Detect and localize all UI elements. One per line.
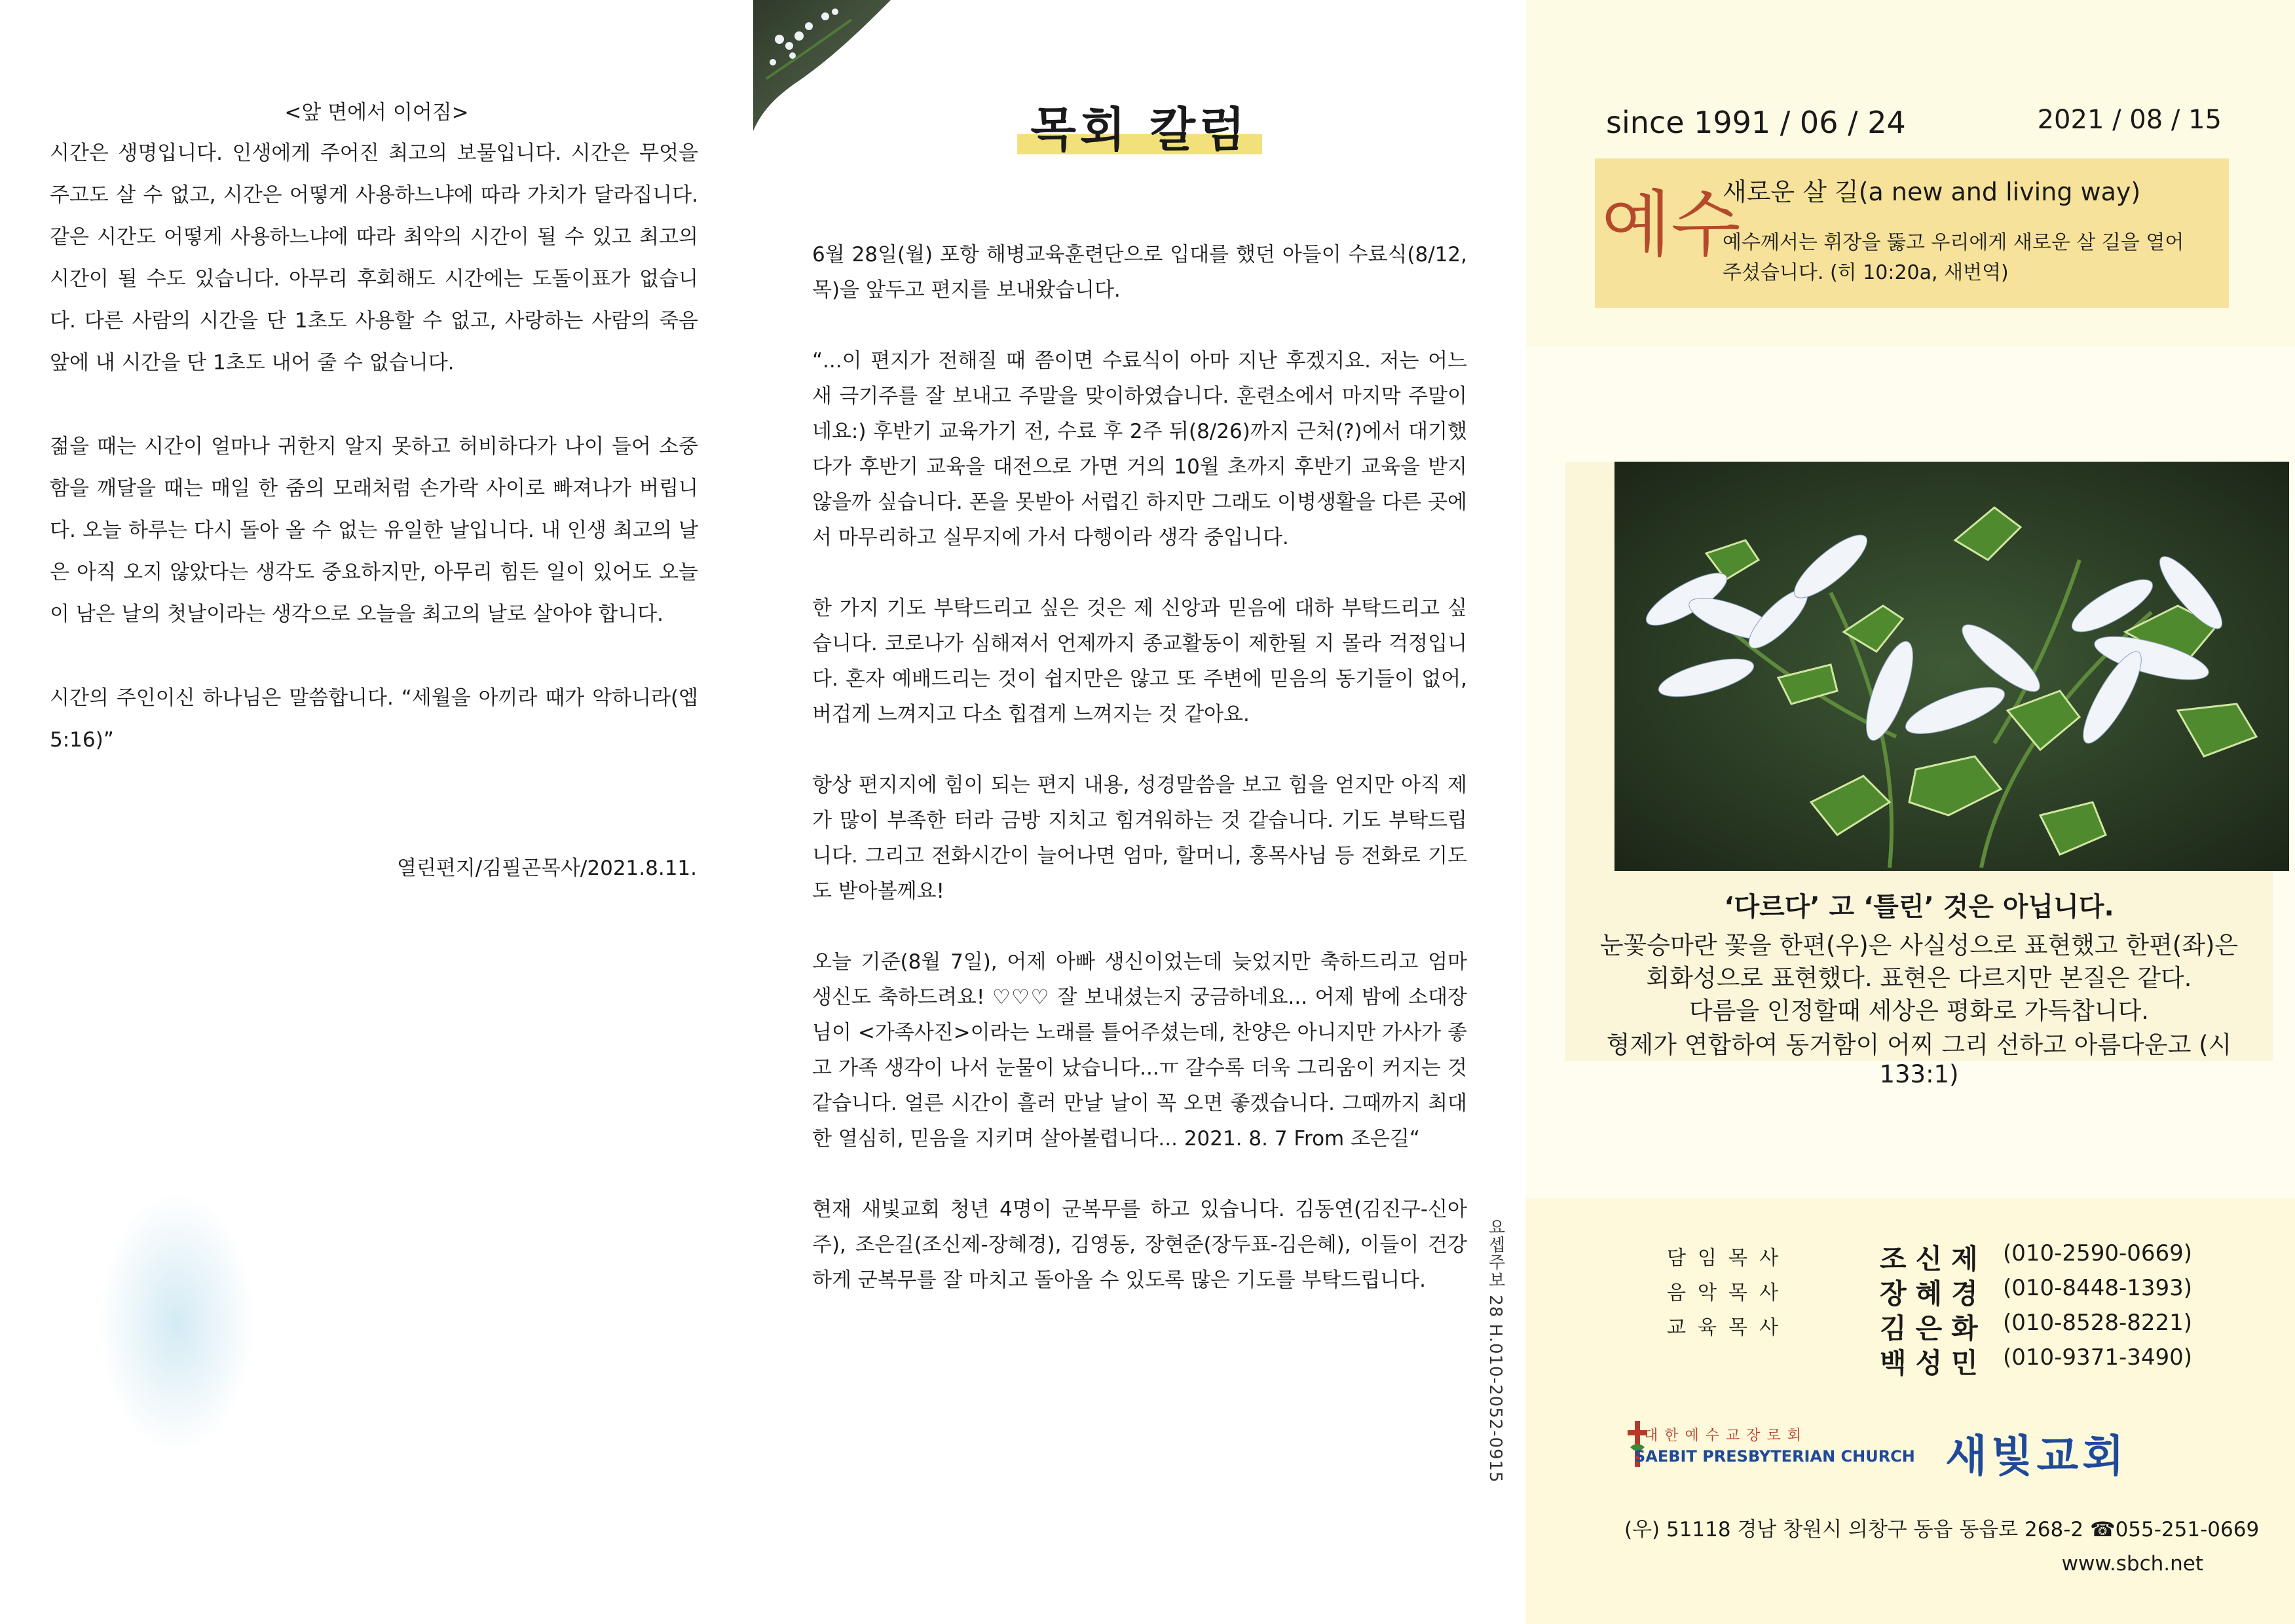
pastor-name: 백성민 bbox=[1880, 1347, 1987, 1379]
pastor-name: 김은화 bbox=[1880, 1312, 1987, 1344]
denomination-name: 대한예수교장로회 bbox=[1644, 1428, 1808, 1444]
vertical-publisher-note: 요셉주보 28 H.010-2052-0915 bbox=[1485, 1218, 1505, 1483]
continued-note: <앞 면에서 이어짐> bbox=[284, 101, 469, 124]
paragraph: 한 가지 기도 부탁드리고 싶은 것은 제 신앙과 믿음에 대하 부탁드리고 싶습니다. 코로나가 심해져서 언제까지 종교활동이 제한될 지 몰라 걱정입니다. 혼자 예배드리는 것이 쉽지만은 않고 또 주변에 믿음의 동기들이 없어, 버겁게 느껴지고 다소 힙겹게 느껴지는 것 같아요. bbox=[812, 597, 1467, 726]
paragraph: 현재 새빛교회 청년 4명이 군복무를 하고 있습니다. 김동연(김진구-신아주), 조은길(조신제-장혜경), 김영동, 장현준(장두표-김은혜), 이들이 건강하게 군복무를 잘 마치고 돌아올 수 있도록 많은 기도를 부탁드립니다. bbox=[812, 1198, 1467, 1292]
left-panel bbox=[0, 0, 753, 1624]
column-body bbox=[812, 237, 1467, 1333]
flower-photo bbox=[1614, 462, 2289, 871]
paragraph: 항상 편지지에 힘이 되는 편지 내용, 성경말씀을 보고 힘을 얻지만 아직 제가 많이 부족한 터라 금방 지치고 힘겨워하는 것 같습니다. 기도 부탁드립니다. 그리고 전화시간이 늘어나면 엄마, 할머니, 홍목사님 등 전화로 기도도 받아볼께요! bbox=[812, 773, 1467, 903]
church-website[interactable]: www.sbch.net bbox=[2061, 1552, 2203, 1576]
pastor-row bbox=[1526, 1342, 2295, 1377]
pastor-row bbox=[1526, 1307, 2295, 1342]
pastor-role: 교육목사 bbox=[1667, 1316, 1790, 1339]
paragraph: 6월 28일(월) 포항 해병교육훈련단으로 입대를 했던 아들이 수료식(8/12, 목)을 앞두고 편지를 보내왔습니다. bbox=[812, 243, 1467, 302]
paragraph: 시간은 생명입니다. 인생에게 주어진 최고의 보물입니다. 시간은 무엇을 주고도 살 수 없고, 시간은 어떻게 사용하느냐에 따라 가치가 달라집니다. 같은 시간도 어떻게 사용하느냐에 따라 최악의 시간이 될 수 있고 최고의 시간이 될 수도 있습니다. 아무리 후회해도 시간에는 도돌이표가 없습니다. 다른 사람의 시간을 단 1초도 사용할 수 없고, 사랑하는 사람의 죽음 앞에 내 시간을 단 1초도 내어 줄 수 없습니다. bbox=[50, 141, 698, 375]
issue-date: 2021 / 08 / 15 bbox=[2037, 105, 2222, 135]
pastor-name: 장혜경 bbox=[1880, 1278, 1987, 1310]
pastor-role: 음악목사 bbox=[1667, 1282, 1790, 1304]
middle-panel bbox=[753, 0, 1526, 1624]
right-panel bbox=[1526, 0, 2295, 1624]
slogan: 새로운 살 길(a new and living way) bbox=[1723, 177, 2141, 206]
church-name: 새빛교회 bbox=[1945, 1431, 2129, 1481]
pastor-row bbox=[1526, 1272, 2295, 1308]
watercolor-decoration bbox=[98, 1192, 255, 1454]
pastor-phone: (010-8448-1393) bbox=[2003, 1275, 2193, 1301]
pastor-phone: (010-2590-0669) bbox=[2003, 1240, 2193, 1266]
yesu-calligraphy: 예수 bbox=[1601, 183, 1741, 267]
flower-feature bbox=[1565, 462, 2273, 1088]
left-article-body bbox=[50, 132, 698, 803]
caption-bible-verse: 형제가 연합하여 동거함이 어찌 그리 선하고 아름다운고 (시 133:1) bbox=[1606, 1031, 2232, 1088]
caption-title: ‘다르다’ 고 ‘틀린’ 것은 아닙니다. bbox=[1724, 892, 2114, 922]
article-signature: 열린편지/김필곤목사/2021.8.11. bbox=[396, 857, 697, 880]
column-title-wrap bbox=[753, 92, 1526, 160]
paragraph: 오늘 기준(8월 7일), 어제 아빠 생신이었는데 늦었지만 축하드리고 엄마 생신도 축하드려요! ♡♡♡ 잘 보내셨는지 궁금하네요... 어제 밤에 소대장님이 <가족사진>이라는 노래를 틀어주셨는데, 찬양은 아니지만 가사가 좋고 가족 생각이 나서 눈물이 났습니다...ㅠ 갈수록 더욱 그리움이 커지는 것 같습니다. 얼른 시간이 흘러 만날 날이 꼭 오면 좋겠습니다. 그때까지 최대한 열심히, 믿음을 지키며 살아볼렵니다... 2021. 8. 7 From 조은길“ bbox=[812, 950, 1467, 1151]
caption-line: 눈꽃승마란 꽃을 한편(우)은 사실성으로 표현했고 한편(좌)은 bbox=[1599, 931, 2239, 959]
paragraph: 시간의 주인이신 하나님은 말씀합니다. “세월을 아끼라 때가 악하니라(엡5:16)” bbox=[50, 686, 698, 752]
paragraph: “...이 편지가 전해질 때 쯤이면 수료식이 아마 지난 후겠지요. 저는 어느 새 극기주를 잘 보내고 주말을 맞이하였습니다. 훈련소에서 마지막 주말이네요:) 후반기 교육가기 전, 수료 후 2주 뒤(8/26)까지 근처(?)에서 대기했다가 후반기 교육을 대전으로 가면 거의 10월 초까지 후반기 교육을 받지 않을까 싶습니다. 폰을 못받아 서럽긴 하지만 그래도 이병생활을 다른 곳에서 마무리하고 실무지에 가서 다행이라 생각 중입니다. bbox=[812, 349, 1467, 549]
church-address: (우) 51118 경남 창원시 의창구 동읍 동읍로 268-2 ☎055-251-0669 bbox=[1624, 1518, 2260, 1541]
bulletin-header bbox=[1526, 0, 2295, 347]
church-english-name: SAEBIT PRESBYTERIAN CHURCH bbox=[1634, 1447, 1915, 1466]
pastor-phone: (010-9371-3490) bbox=[2003, 1344, 2193, 1371]
pastor-phone: (010-8528-8221) bbox=[2003, 1310, 2193, 1336]
pastor-role: 담임목사 bbox=[1667, 1247, 1790, 1270]
motto-verse: 예수께서는 휘장을 뚫고 우리에게 새로운 살 길을 열어 주셨습니다. (히 10:20a, 새번역) bbox=[1723, 231, 2184, 284]
column-title: 목회 칼럼 bbox=[1017, 92, 1261, 160]
caption-line: 다름을 인정할때 세상은 평화로 가득찹니다. bbox=[1689, 997, 2150, 1025]
church-contact bbox=[1526, 1198, 2295, 1624]
since-date: since 1991 / 06 / 24 bbox=[1606, 105, 1906, 140]
pastor-row bbox=[1526, 1238, 2295, 1273]
pastor-name: 조신제 bbox=[1880, 1243, 1987, 1275]
caption-line: 회화성으로 표현했다. 표현은 다르지만 본질은 같다. bbox=[1646, 964, 2192, 992]
paragraph: 젊을 때는 시간이 얼마나 귀한지 알지 못하고 허비하다가 나이 들어 소중함을 깨달을 때는 매일 한 줌의 모래처럼 손가락 사이로 빠져나가 버립니다. 오늘 하루는 다시 돌아 올 수 없는 유일한 날입니다. 내 인생 최고의 날은 아직 오지 않았다는 생각도 중요하지만, 아무리 힘든 일이 있어도 오늘이 남은 날의 첫날이라는 생각으로 오늘을 최고의 날로 살아야 합니다. bbox=[50, 435, 698, 626]
